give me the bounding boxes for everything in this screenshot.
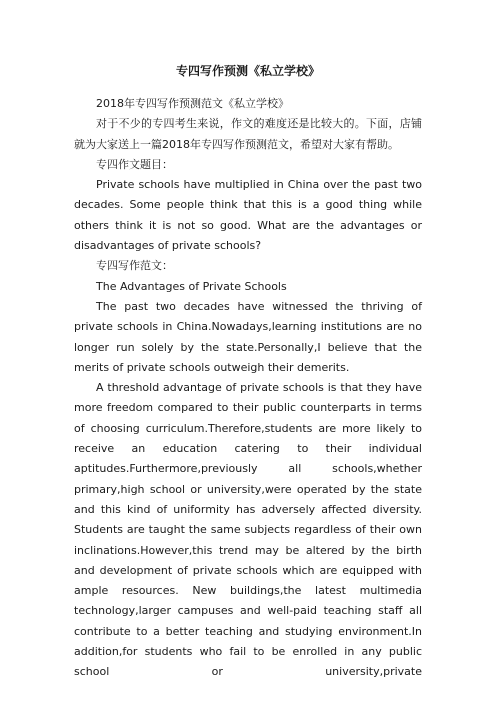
intro-paragraph: 对于不少的专四考生来说，作文的难度还是比较大的。下面，店铺就为大家送上一篇2018年专四写作预测范文，希望对大家有帮助。: [74, 117, 422, 151]
document-page: [74, 62, 422, 683]
prompt-heading: 专四作文题目：: [96, 157, 173, 171]
subtitle-paragraph: 2018年专四写作预测范文《私立学校》: [96, 97, 289, 110]
essay-paragraph: A threshold advantage of private schools is that they have more freedom compared to their public counterparts in terms of choosing curriculum.Therefore,students are more likely to receive an education catering to their individual aptitudes.Furthermore,previously all schools,whether primary,high school or university,were operated by the state and this kind of uniformity has adversely affected diversity. Students are taught the same subjects regardless of their own inclinations.However,this trend may be altered by the birth and development of private schools which are equipped with ample resources. New buildings,the latest multimedia technology,larger campuses and well-paid teaching staff all contribute to a better teaching and studying environment.In addition,for students who fail to be enrolled in any public school or university,private: [74, 381, 422, 679]
sample-heading: 专四写作范文：: [96, 259, 173, 273]
document-title: 专四写作预测《私立学校》: [175, 64, 320, 78]
prompt-paragraph: Private schools have multiplied in China over the past two decades. Some people think that this is a good thing while others think it is not so good. What are the advantages or disadvantages of private schools?: [74, 178, 422, 253]
essay-title: The Advantages of Private Schools: [96, 279, 287, 293]
essay-paragraph: The past two decades have witnessed the thriving of private schools in China.Nowadays,learning institutions are no longer run solely by the state.Personally,I believe that the merits of private schools outweigh their demerits.: [74, 299, 422, 374]
